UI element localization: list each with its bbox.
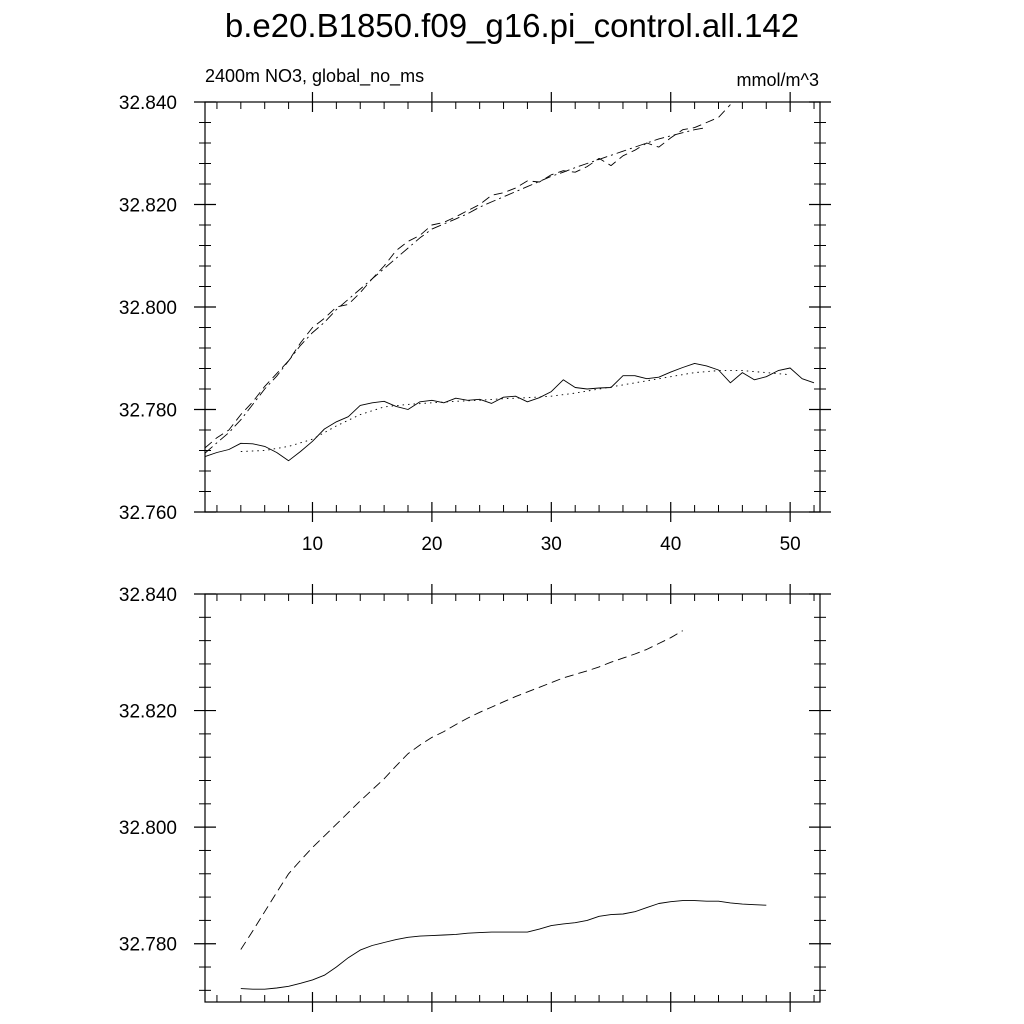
series-line-dashed: [205, 105, 730, 448]
y-tick-label: 32.780: [118, 934, 177, 956]
y-tick-label: 32.800: [118, 298, 177, 319]
plot-frame: [205, 594, 820, 1002]
series-line-dashdot: [205, 128, 707, 454]
y-tick-label: 32.820: [118, 195, 177, 217]
series-line-solid: [205, 363, 814, 460]
x-tick-label: 30: [540, 534, 562, 555]
units-label: mmol/m^3: [736, 70, 819, 90]
series-line-dashed: [241, 631, 683, 950]
chart-title: b.e20.B1850.f09_g16.pi_control.all.142: [224, 7, 800, 44]
y-tick-label: 32.800: [118, 818, 177, 840]
y-tick-label: 32.820: [118, 701, 177, 723]
x-tick-label: 10: [301, 534, 324, 555]
y-tick-label: 32.840: [118, 585, 177, 606]
y-tick-label: 32.780: [118, 400, 177, 422]
y-tick-label: 32.760: [118, 503, 177, 524]
x-tick-label: 50: [779, 534, 801, 555]
series-line-solid: [241, 901, 767, 990]
x-tick-label: 20: [421, 534, 443, 555]
series-line-dotted: [241, 371, 790, 452]
x-tick-label: 40: [660, 534, 682, 555]
chart-subtitle: 2400m NO3, global_no_ms: [205, 66, 425, 86]
chart-panel-2: [119, 584, 831, 1012]
chart-panel-1: [119, 92, 831, 555]
y-tick-label: 32.840: [118, 93, 177, 114]
plot-frame: [205, 102, 820, 512]
